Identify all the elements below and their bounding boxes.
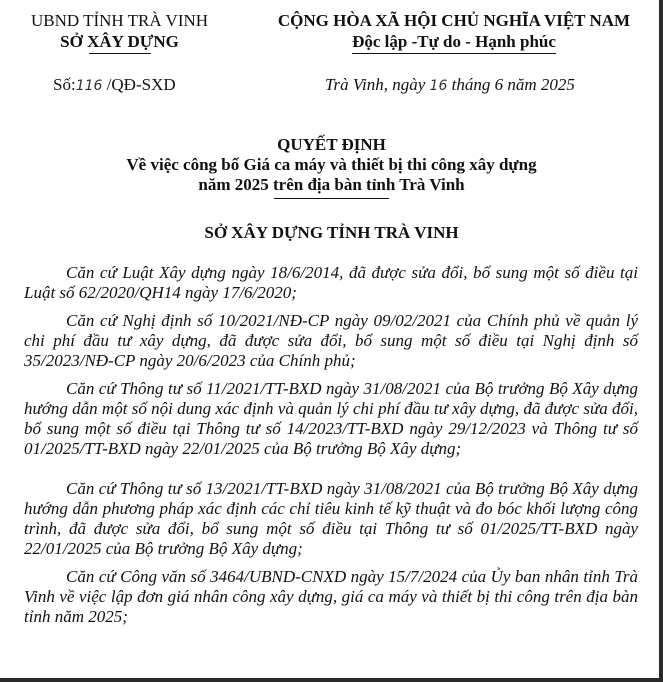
nation-title: CỘNG HÒA XÃ HỘI CHỦ NGHĨA VIỆT NAM bbox=[277, 11, 631, 30]
paragraph: Căn cứ Nghị định số 10/2021/NĐ-CP ngày 09/02/2021 của Chính phủ về quản lý chi phí đầu tư xây dựng, đã được sửa đổi, bổ sung một số điều tại Nghị định số 35/2023/NĐ-CP ngày 20/6/2023 của Chính phủ; bbox=[24, 311, 638, 370]
national-title-block bbox=[248, 10, 660, 54]
authority-heading: SỞ XÂY DỰNG TỈNH TRÀ VINH bbox=[204, 223, 459, 242]
dept-name: SỞ XÂY DỰNG bbox=[60, 32, 179, 51]
doc-number-handwritten: 116 bbox=[75, 78, 103, 94]
dept-underline bbox=[89, 53, 151, 54]
document-body bbox=[24, 263, 638, 635]
place-date-prefix: Trà Vinh, ngày bbox=[325, 75, 430, 94]
paragraph: Căn cứ Luật Xây dựng ngày 18/6/2014, đã được sửa đổi, bổ sung một số điều tại Luật số 62/2020/QH14 ngày 17/6/2020; bbox=[24, 263, 638, 302]
paragraph: Căn cứ Thông tư số 11/2021/TT-BXD ngày 31/08/2021 của Bộ trưởng Bộ Xây dựng hướng dẫn một số nội dung xác định và quản lý chi phí đầu tư xây dựng, đã được sửa đổi, bổ sung một số điều tại Thông tư số 14/2023/TT-BXD ngày 29/12/2023 và Thông tư số 01/2025/TT-BXD ngày 22/01/2025 của Bộ trưởng Bộ Xây dựng; bbox=[24, 379, 638, 458]
title-underline bbox=[274, 198, 389, 199]
paragraph: Căn cứ Thông tư số 13/2021/TT-BXD ngày 31/08/2021 của Bộ trưởng Bộ Xây dựng hướng dẫn phương pháp xác định các chỉ tiêu kinh tế kỹ thuật và đo bóc khối lượng công trình, đã được sửa đổi, bổ sung một số điều tại Thông tư số 01/2025/TT-BXD ngày 22/01/2025 của Bộ trưởng Bộ Xây dựng; bbox=[24, 479, 638, 558]
paragraph: Căn cứ Công văn số 3464/UBND-CNXD ngày 15/7/2024 của Ủy ban nhân tỉnh Trà Vinh về việc lập đơn giá nhân công xây dựng, giá ca máy và thiết bị thi công trên địa bàn tỉnh năm 2025; bbox=[24, 567, 638, 626]
place-date-day-handwritten: 16 bbox=[429, 78, 448, 94]
title-line-2: năm 2025 trên địa bàn tỉnh Trà Vinh bbox=[198, 175, 465, 194]
doc-type: QUYẾT ĐỊNH bbox=[277, 135, 386, 154]
document-number bbox=[53, 75, 176, 95]
org-name: UBND TỈNH TRÀ VINH bbox=[30, 11, 209, 30]
national-motto: Độc lập -Tự do - Hạnh phúc bbox=[352, 31, 556, 54]
place-date-suffix: tháng 6 năm 2025 bbox=[447, 75, 575, 94]
place-date bbox=[325, 75, 575, 95]
decision-title-block bbox=[0, 135, 663, 199]
title-line-1: Về việc công bố Giá ca máy và thiết bị thi công xây dựng bbox=[126, 155, 537, 174]
doc-number-suffix: /QĐ-SXD bbox=[106, 75, 176, 94]
doc-number-prefix: Số: bbox=[53, 75, 76, 94]
issuing-authority-block bbox=[12, 10, 227, 54]
